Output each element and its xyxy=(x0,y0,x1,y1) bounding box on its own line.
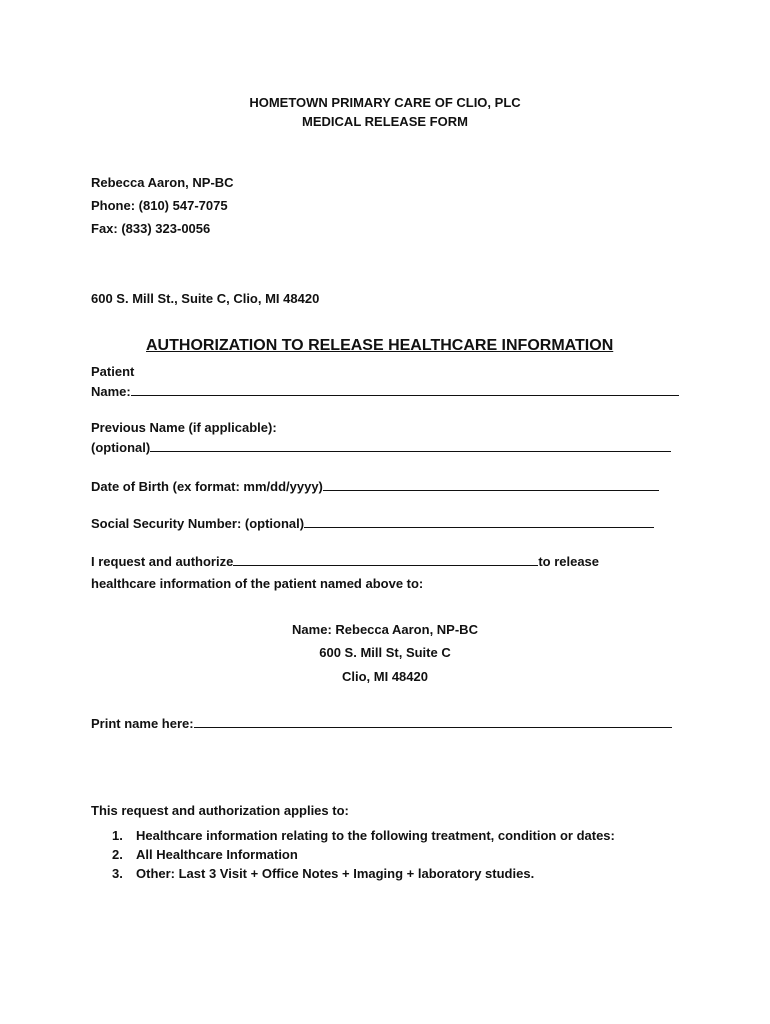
print-name-input[interactable] xyxy=(194,714,672,728)
authorize-suffix: to release xyxy=(538,554,600,569)
provider-phone: Phone: (810) 547-7075 xyxy=(91,198,228,213)
list-item-text: All Healthcare Information xyxy=(136,847,298,862)
patient-name-field xyxy=(91,382,679,400)
provider-name: Rebecca Aaron, NP-BC xyxy=(91,175,234,190)
list-item-number: 1. xyxy=(112,828,123,843)
list-item-number: 2. xyxy=(112,847,123,862)
patient-name-label-line1: Patient xyxy=(91,364,135,379)
dob-input[interactable] xyxy=(323,477,659,491)
recipient-name: Name: Rebecca Aaron, NP-BC xyxy=(292,622,478,637)
list-item-text: Healthcare information relating to the following treatment, condition or dates: xyxy=(136,828,615,843)
previous-name-field xyxy=(91,438,671,456)
applies-list xyxy=(91,826,615,883)
ssn-label: Social Security Number: (optional) xyxy=(91,516,305,531)
list-item xyxy=(91,845,615,864)
authorize-line2: healthcare information of the patient named above to: xyxy=(91,576,424,591)
applies-intro: This request and authorization applies to: xyxy=(91,803,349,818)
previous-name-label-line1: Previous Name (if applicable): xyxy=(91,420,277,435)
print-name-field xyxy=(91,714,672,732)
authorize-prefix: I request and authorize xyxy=(91,554,234,569)
patient-name-input[interactable] xyxy=(131,382,679,396)
ssn-input[interactable] xyxy=(304,514,654,528)
patient-name-label: Name: xyxy=(91,384,131,399)
form-title: MEDICAL RELEASE FORM xyxy=(302,114,468,129)
dob-field xyxy=(91,477,659,495)
list-item-text: Other: Last 3 Visit + Office Notes + Imaging + laboratory studies. xyxy=(136,866,535,881)
previous-name-input[interactable] xyxy=(150,438,671,452)
authorize-input[interactable] xyxy=(233,552,538,566)
dob-label: Date of Birth (ex format: mm/dd/yyyy) xyxy=(91,479,323,494)
recipient-city: Clio, MI 48420 xyxy=(342,669,428,684)
previous-name-label: (optional) xyxy=(91,440,151,455)
list-item-number: 3. xyxy=(112,866,123,881)
list-item xyxy=(91,826,615,845)
list-item xyxy=(91,864,615,883)
authorize-field xyxy=(91,552,599,570)
practice-address: 600 S. Mill St., Suite C, Clio, MI 48420 xyxy=(91,291,320,306)
practice-name: HOMETOWN PRIMARY CARE OF CLIO, PLC xyxy=(249,95,521,110)
recipient-street: 600 S. Mill St, Suite C xyxy=(319,645,451,660)
provider-fax: Fax: (833) 323-0056 xyxy=(91,221,211,236)
section-title: AUTHORIZATION TO RELEASE HEALTHCARE INFORMATION xyxy=(146,337,614,354)
ssn-field xyxy=(91,514,654,532)
print-name-label: Print name here: xyxy=(91,716,194,731)
